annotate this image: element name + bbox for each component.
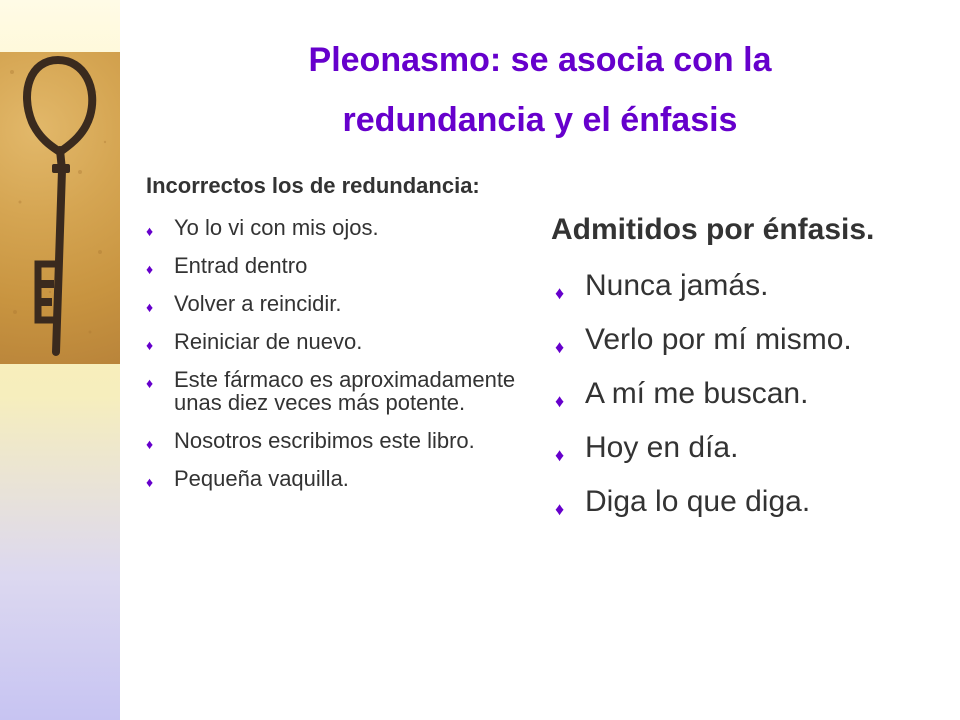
diamond-bullet-icon: ♦	[146, 337, 154, 353]
title-line-2: redundancia y el énfasis	[342, 101, 738, 139]
list-item	[146, 254, 518, 277]
list-item-text: Este fármaco es aproximadamente unas diez veces más potente.	[174, 367, 516, 415]
left-column	[146, 172, 518, 505]
title-line-1: Pleonasmo: se asocia con la	[308, 41, 772, 79]
diamond-bullet-icon: ♦	[146, 375, 154, 391]
diamond-bullet-icon: ♦	[146, 436, 154, 452]
diamond-bullet-icon: ♦	[146, 223, 154, 239]
list-item-text: Hoy en día.	[585, 431, 739, 464]
right-column	[551, 210, 951, 538]
right-heading: Admitidos por énfasis.	[551, 213, 875, 246]
list-item-text: Reiniciar de nuevo.	[174, 329, 363, 354]
key-icon	[0, 52, 120, 364]
list-item-text: Nunca jamás.	[585, 269, 769, 302]
list-item-text: Nosotros escribimos este libro.	[174, 428, 475, 453]
diamond-bullet-icon: ♦	[555, 391, 565, 411]
list-item-text: Volver a reincidir.	[174, 291, 342, 316]
list-item	[551, 376, 951, 412]
slide-title	[150, 30, 930, 150]
diamond-bullet-icon: ♦	[146, 299, 154, 315]
list-item	[146, 292, 518, 315]
list-item	[146, 429, 518, 452]
list-item	[551, 268, 951, 304]
list-item-text: Pequeña vaquilla.	[174, 466, 349, 491]
list-item	[551, 484, 951, 520]
diamond-bullet-icon: ♦	[555, 337, 565, 357]
emphasis-list	[551, 268, 951, 520]
diamond-bullet-icon: ♦	[555, 283, 565, 303]
list-item-text: A mí me buscan.	[585, 377, 809, 410]
list-item	[146, 330, 518, 353]
list-item	[146, 368, 518, 414]
list-item	[551, 322, 951, 358]
redundancy-list	[146, 216, 518, 490]
list-item-text: Verlo por mí mismo.	[585, 323, 852, 356]
list-item	[146, 467, 518, 490]
list-item-text: Yo lo vi con mis ojos.	[174, 215, 379, 240]
list-item	[146, 216, 518, 239]
diamond-bullet-icon: ♦	[146, 261, 154, 277]
list-item	[551, 430, 951, 466]
key-image	[0, 52, 120, 364]
diamond-bullet-icon: ♦	[555, 445, 565, 465]
left-heading: Incorrectos los de redundancia:	[146, 173, 480, 198]
list-item-text: Entrad dentro	[174, 253, 308, 278]
diamond-bullet-icon: ♦	[555, 499, 565, 519]
diamond-bullet-icon: ♦	[146, 474, 154, 490]
list-item-text: Diga lo que diga.	[585, 485, 811, 518]
